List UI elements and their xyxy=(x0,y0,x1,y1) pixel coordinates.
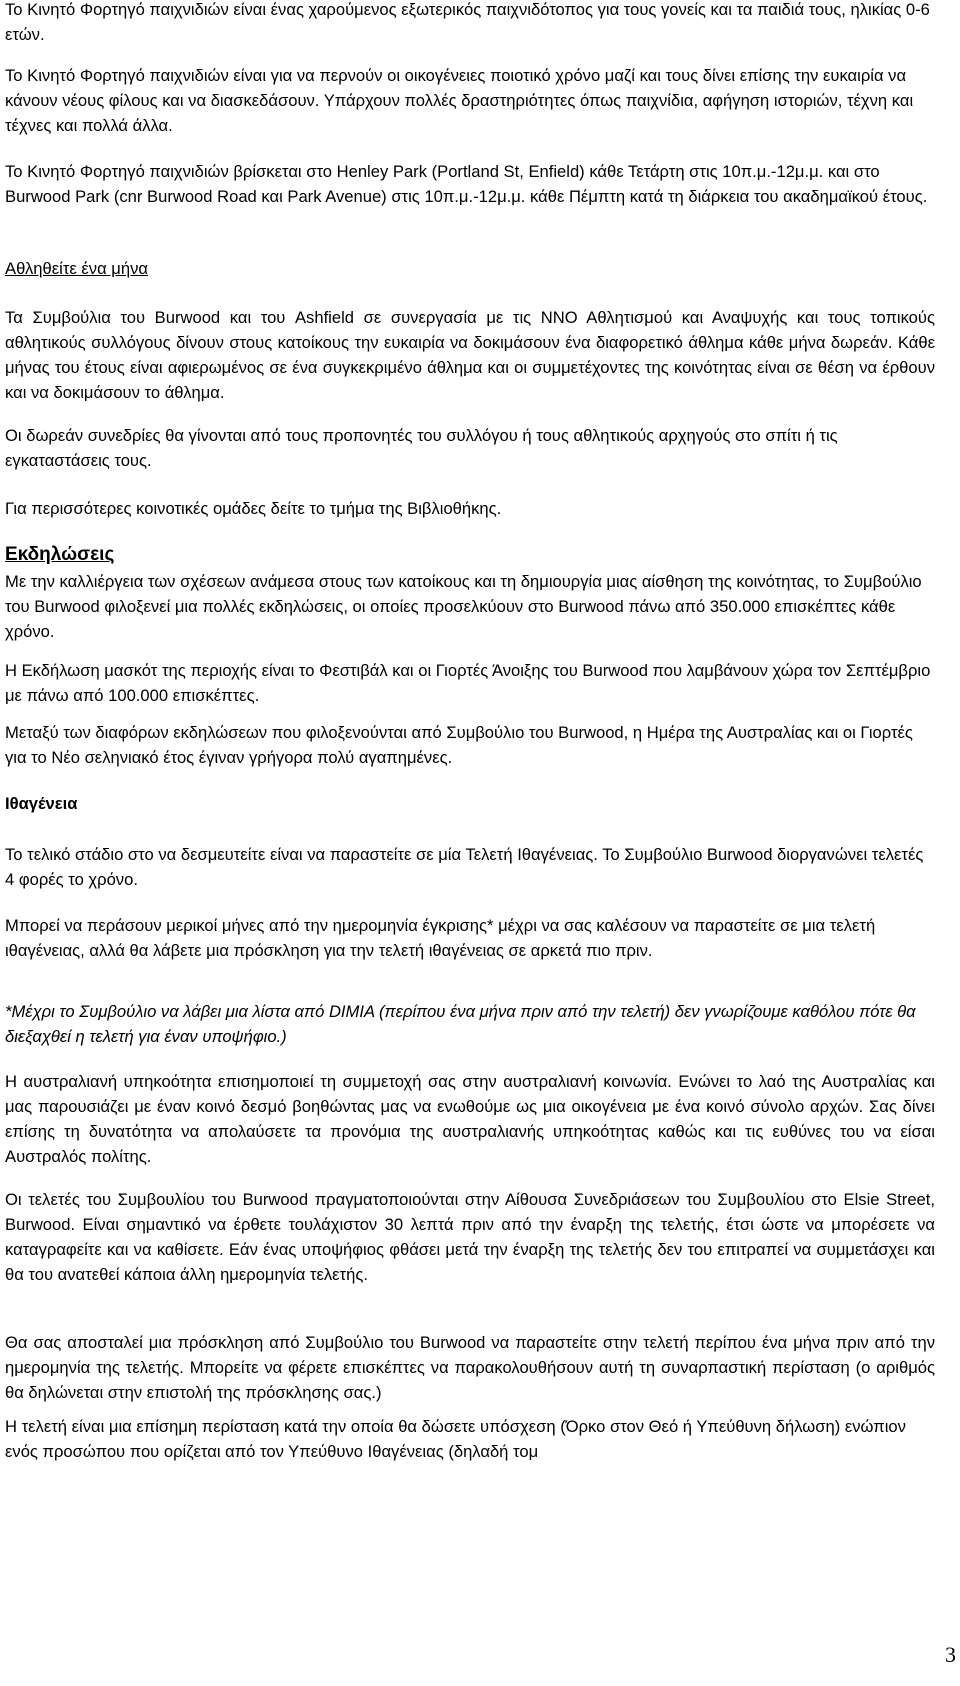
paragraph-approval-date: Μπορεί να περάσουν μερικοί μήνες από την ημερομηνία έγκρισης* μέχρι να σας καλέσουν να παραστείτε σε μια τελετή ιθαγένειας, αλλά θα λάβετε μια πρόσκληση για την τελετή ιθαγένειας σε αρκετά πιο πριν. xyxy=(5,916,876,960)
heading-citizenship: Ιθαγένεια xyxy=(5,794,78,813)
paragraph-spring-festival: Η Εκδήλωση μασκότ της περιοχής είναι το Φεστιβάλ και οι Γιορτές Άνοιξης του Burwood που λαμβάνουν χώρα τον Σεπτέμβριο με πάνω από 100.000 επισκέπτες. xyxy=(5,661,931,705)
paragraph-citizenship-meaning: Η αυστραλιανή υπηκοότητα επισημοποιεί τη συμμετοχή σας στην αυστραλιανή κοινωνία. Ενώνει το λαό της Αυστραλίας και μας παρουσιάζει με έναν κοινό δεσμό βοηθώντας μας να ενωθούμε ως μια οικογένεια με ένα κοινό σύνολο αρχών. Σας δίνει επίσης τη δυνατότητα να απολαύσετε τα προνόμια της αυστραλιανής υπηκοότητας καθώς και τις ευθύνες του να είσαι Αυστραλός πολίτης. xyxy=(5,1072,935,1166)
paragraph-free-sessions: Οι δωρεάν συνεδρίες θα γίνονται από τους προπονητές του συλλόγου ή τους αθλητικούς αρχηγούς στο σπίτι ή τις εγκαταστάσεις τους. xyxy=(5,426,838,470)
paragraph-sport-month: Τα Συμβούλια του Burwood και του Ashfield σε συνεργασία με τις ΝΝΟ Αθλητισμού και Αναψυχής και τους τοπικούς αθλητικούς συλλόγους δίνουν στους κατοίκους την ευκαιρία να δοκιμάσουν ένα διαφορετικό άθλημα κάθε μήνα δωρεάν. Κάθε μήνας του έτους είναι αφιερωμένος σε ένα συγκεκριμένο άθλημα και οι συμμετέχοντες της κοινότητας είναι σε θέση να έρθουν και να δοκιμάσουν το άθλημα. xyxy=(5,308,935,402)
paragraph-australia-day: Μεταξύ των διαφόρων εκδηλώσεων που φιλοξενούνται από Συμβούλιο του Burwood, η Ημέρα της Αυστραλίας και οι Γιορτές για το Νέο σεληνιακό έτος έγιναν γρήγορα πολύ αγαπημένες. xyxy=(5,723,913,767)
paragraph-ceremony-venue: Οι τελετές του Συμβουλίου του Burwood πραγματοποιούνται στην Αίθουσα Συνεδριάσεων του Συμβουλίου στο Elsie Street, Burwood. Είναι σημαντικό να έρθετε τουλάχιστον 30 λεπτά πριν από την έναρξη της τελετής, έτσι ώστε να μπορέσετε να καταγραφείτε και να καθίσετε. Εάν ένας υποψήφιος φθάσει μετά την έναρξη της τελετής δεν του επιτραπεί να συμμετάσχει και θα του ανατεθεί κάποια άλλη ημερομηνία τελετής. xyxy=(5,1190,935,1284)
page-number: 3 xyxy=(945,1642,956,1667)
paragraph-events-intro: Με την καλλιέργεια των σχέσεων ανάμεσα στους των κατοίκους και τη δημιουργία μιας αίσθηση της κοινότητας, το Συμβούλιο του Burwood φιλοξενεί μια πολλές εκδηλώσεις, οι οποίες προσελκύουν στο Burwood πάνω από 350.000 επισκέπτες κάθε χρόνο. xyxy=(5,572,922,641)
paragraph-invitation: Θα σας αποσταλεί μια πρόσκληση από Συμβούλιο του Burwood να παραστείτε στην τελετή περίπου ένα μήνα πριν από την ημερομηνία της τελετής. Μπορείτε να φέρετε επισκέπτες να παρακολουθήσουν αυτή τη συναρπαστική περίσταση (ο αριθμός θα δηλώνεται στην επιστολή της πρόσκλησης σας.) xyxy=(5,1333,935,1402)
paragraph-toy-van-locations: Το Κινητό Φορτηγό παιχνιδιών βρίσκεται στο Henley Park (Portland St, Enfield) κάθε Τετάρτη στις 10π.μ.-12μ.μ. και στο Burwood Park (cnr Burwood Road και Park Avenue) στις 10π.μ.-12μ.μ. κάθε Πέμπτη κατά τη διάρκεια του ακαδημαϊκού έτους. xyxy=(5,162,928,206)
paragraph-toy-van-intro: Το Κινητό Φορτηγό παιχνιδιών είναι ένας χαρούμενος εξωτερικός παιχνιδότοπος για τους γονείς και τα παιδιά τους, ηλικίας 0-6 ετών. xyxy=(5,0,930,44)
paragraph-community-groups: Για περισσότερες κοινοτικές ομάδες δείτε το τμήμα της Βιβλιοθήκης. xyxy=(5,499,502,518)
sport-month-link[interactable]: Αθληθείτε ένα μήνα xyxy=(5,259,148,278)
paragraph-dimia-note: *Μέχρι το Συμβούλιο να λάβει μια λίστα από DIMIA (περίπου ένα μήνα πριν από την τελετή) δεν γνωρίζουμε καθόλου πότε θα διεξαχθεί η τελετή για έναν υποψήφιο.) xyxy=(5,1002,916,1046)
paragraph-citizenship-ceremony: Το τελικό στάδιο στο να δεσμευτείτε είναι να παραστείτε σε μία Τελετή Ιθαγένειας. Το Συμβούλιο Burwood διοργανώνει τελετές 4 φορές το χρόνο. xyxy=(5,845,924,889)
paragraph-toy-van-purpose: Το Κινητό Φορτηγό παιχνιδιών είναι για να περνούν οι οικογένειες ποιοτικό χρόνο μαζί και τους δίνει επίσης την ευκαιρία να κάνουν νέους φίλους και να διασκεδάσουν. Υπάρχουν πολλές δραστηριότητες όπως παιχνίδια, αφήγηση ιστοριών, τέχνη και τέχνες και πολλά άλλα. xyxy=(5,66,914,135)
heading-events: Εκδηλώσεις xyxy=(5,544,115,565)
paragraph-pledge: Η τελετή είναι μια επίσημη περίσταση κατά την οποία θα δώσετε υπόσχεση (Όρκο στον Θεό ή Υπεύθυνη δήλωση) ενώπιον ενός προσώπου που ορίζεται από τον Υπεύθυνο Ιθαγένειας (δηλαδή τομ xyxy=(5,1417,906,1461)
